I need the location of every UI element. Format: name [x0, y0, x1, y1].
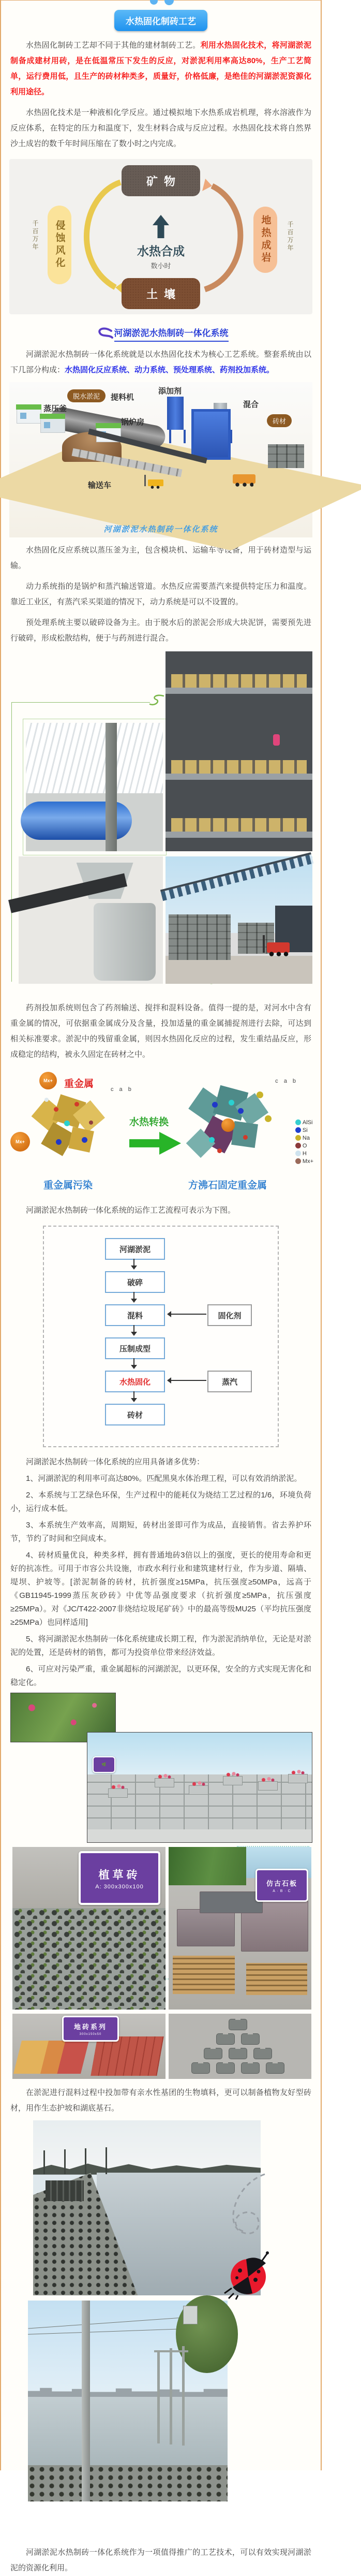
- page-title: 水热固化制砖工艺: [114, 10, 207, 31]
- eco-brick-paragraph: 在淤泥进行混料过程中投加带有亲水性基团的生物填料，更可以制备植物友好型砖材，用作生态护坡和湖底基石。: [10, 2088, 311, 2113]
- hut: [17, 409, 41, 424]
- advantage-item: 2、本系统与工艺绿色环保，生产过程中的能耗仅为烧结工艺过程的1/6，环境负荷小，运行成本低。: [10, 1491, 311, 1513]
- floor-tile-sign: 地砖系列 300x150x50: [62, 2016, 119, 2042]
- reaction-system-paragraph: 水热固化反应系统以蒸压釜为主，包含模块机、运输车等设备，用于砖材造型与运输。: [10, 546, 311, 570]
- floor-tile-photo[interactable]: [12, 2014, 166, 2079]
- closing-paragraph: 河湖淤泥水热制砖一体化系统作为一项值得推广的工艺技术，可以有效实现河湖淤泥的资源化利用。: [10, 2548, 311, 2572]
- mixer-machine-photo[interactable]: [19, 856, 163, 984]
- erosion-weathering-pill: 侵蚀风化: [48, 206, 71, 284]
- autoclave-photo[interactable]: [26, 723, 163, 851]
- factory-label-feeder: 提料机: [111, 393, 134, 402]
- factory-label-boiler-house: 锅炉房: [121, 418, 145, 427]
- brick-stack: [268, 444, 304, 468]
- tech-paragraph: 水热固化技术是一种液相化学反应。通过模拟地下水热系成岩机理，将水溶液作为反应体系，在特定的压力和温度下，发生材料合成与反应过程。水热固化技术将自然界沙土成岩的数千年时间压缩在了数小时之内完成。: [10, 108, 311, 148]
- system-intro-blue: 水热固化反应系统、动力系统、预处理系统、药剂投加系统。: [65, 366, 275, 374]
- pond-embankment-photo[interactable]: [28, 2301, 228, 2501]
- advantage-item: 3、本系统生产效率高，周期短，砖材出釜即可作为成品，直接销售。省去养护环节，节约了时间和空间成本。: [10, 1521, 311, 1543]
- factory-label-dewatered-sludge: 脱水淤泥: [67, 389, 106, 402]
- hydrothermal-synthesis-label: 水热合成: [137, 244, 185, 258]
- fixed-metal-ion: [221, 1118, 235, 1132]
- flow-box-hydrothermal: 水热固化: [105, 1371, 165, 1392]
- advantages-section: [10, 1456, 311, 1690]
- squiggle-icon: [148, 693, 167, 708]
- flow-box-crushing: 破碎: [105, 1271, 165, 1293]
- hut: [40, 418, 65, 433]
- heavy-metal-label: 重金属: [64, 1079, 94, 1089]
- eco-application-photos: [1, 2120, 321, 2540]
- ladybug-illustration: [222, 2248, 270, 2300]
- factory-label-brick: 砖材: [267, 414, 292, 427]
- axes-label-left: c a b: [111, 1086, 133, 1093]
- flow-box-curing-agent: 固化剂: [207, 1304, 252, 1326]
- grass-brick-sign: 植草砖 A: 300x300x100: [79, 1851, 160, 1905]
- green-deco-line: [11, 702, 150, 703]
- equipment-photo-collage: [9, 650, 312, 986]
- interlocking-brick-photo[interactable]: [169, 2014, 311, 2079]
- right-diagram-caption: 方沸石固定重金属: [188, 1180, 267, 1191]
- intro-paragraph: [10, 38, 311, 100]
- mixing-tower: [191, 409, 231, 460]
- flow-box-pressing: 压制成型: [105, 1337, 165, 1359]
- flow-box-brick: 砖材: [105, 1404, 165, 1425]
- power-system-paragraph: 动力系统指的是锅炉和蒸汽输送管道。水热反应需要蒸汽来提供特定压力和温度。靠近工业区，有蒸汽采买渠道的情况下，动力系统是可以不设置的。: [10, 582, 311, 606]
- up-arrow-icon: [153, 207, 169, 225]
- million-years-left: 千百万年: [32, 220, 39, 251]
- green-deco-line: [11, 702, 12, 982]
- swoosh-icon: [94, 327, 114, 341]
- article-header: [1, 1, 321, 33]
- conveyor-yard-photo[interactable]: [166, 856, 312, 984]
- rock-cycle-diagram[interactable]: [9, 159, 312, 314]
- dashed-spiral-deco: [213, 2171, 270, 2249]
- advantage-item: 1、河湖淤泥的利用率可高达80%。匹配黑臭水体治理工程，可以有效消纳淤泥。: [26, 1474, 302, 1483]
- flow-box-steam: 蒸汽: [207, 1371, 252, 1392]
- system-intro-black: 河湖淤泥水热制砖一体化系统就是以水热固化技术为核心工艺系统。整套系统由以下几部分构成：: [10, 350, 311, 374]
- advantage-item: 5、将河湖淤泥水热制砖一体化系统建成长期工程，作为淤泥消纳单位，无论是对淤泥的处置，还是砖材的销售，都可为投资单位带来经济效益。: [10, 1635, 311, 1657]
- factory-label-autoclave: 蒸压釜: [43, 404, 67, 413]
- pretreatment-paragraph: 预处理系统主要以破碎设备为主。由于脱水后的淤泥会形成大块泥饼，需要预先进行破碎，形成松散结构，便于与药剂进行混合。: [10, 618, 311, 643]
- intro-text-red: 利用水热固化技术，将河湖淤泥制备成建材用砖，是在低温常压下发生的反应，对淤泥利用率高达80%，生产工艺简单，运行费用低，且生产的砖材种类多，质量好，价格低廉，是绝佳的河湖淤泥资源化利用途径。: [10, 41, 311, 96]
- million-years-right: 千百万年: [287, 221, 294, 252]
- advantages-intro: 河湖淤泥水热制砖一体化系统的应用具备诸多优势：: [26, 1458, 205, 1466]
- soil-box: 土壤: [122, 278, 200, 309]
- advantage-item: 4、砖材质量优良，种类多样，拥有普通地砖3倍以上的强度，更长的使用寿命和更好的抗冻性。可用于市容公共设施，市政水利行业和建筑建材行业，作为步道、隔墙、堤坝、护坡等。[淤泥制备的砖材，抗折强度≥15MPa，抗压强度≥50MPa，远高于《GB11945-1999蒸压灰砂砖》中优等品强度要求（抗折强度≥5MPa，抗压强度≥25MPa）。对《JC/T422-2007非烧结垃圾尾矿砖》中的最高等级MU25（平均抗压强度≥25MPa）也同样适用]: [10, 1551, 311, 1627]
- metal-ion-ball: Mx+: [10, 1132, 30, 1152]
- water-drop-icon: [162, 0, 175, 7]
- factory-caption: 河湖淤泥水热制砖一体化系统: [103, 525, 218, 534]
- up-arrow-stem: [158, 225, 164, 238]
- factory-label-additive: 添加剂: [158, 387, 182, 396]
- hydrothermal-conversion-label: 水热转换: [129, 1117, 169, 1128]
- additive-silo: [167, 397, 184, 430]
- flow-box-sludge: 河湖淤泥: [105, 1238, 165, 1260]
- process-flowchart: [43, 1226, 279, 1447]
- advantage-item: 6、可应对污染严重，重金属超标的河湖淤泥，以更环保，安全的方式实现无害化和稳定化。: [10, 1665, 311, 1687]
- green-arrow-icon: [129, 1132, 181, 1155]
- flow-box-mixing: 混料: [105, 1304, 165, 1326]
- left-diagram-caption: 重金属污染: [43, 1180, 93, 1191]
- factory-label-mixing: 混合: [243, 400, 259, 409]
- section-title: 河湖淤泥水热制砖一体化系统: [114, 326, 229, 342]
- brick-rack-photo[interactable]: [166, 651, 312, 851]
- diagram-legend: AlSi Si Na O H Mx+: [295, 1118, 313, 1165]
- factory-illustration[interactable]: [9, 382, 312, 537]
- wheel-loader: [233, 474, 255, 484]
- geothermal-diagenesis-pill: 地热成岩: [253, 207, 277, 273]
- metal-ion-ball: Mx+: [39, 1072, 57, 1089]
- section-heading-system: [1, 326, 321, 342]
- agent-system-paragraph: 药剂投加系统则包含了药剂输送、搅拌和混料设备。值得一提的是，对河水中含有重金属的情况，可依据重金属成分及含量，投加适量的重金属捕捉剂进行去除，可达到相关标准要求。淤泥中的残留重金属，则因水热固化反应的过程，发生重结晶反应，形成稳定的结构，被永久固定在砖材之中。: [10, 1003, 311, 1059]
- system-intro-paragraph: [10, 347, 311, 378]
- water-drop-icon: [148, 0, 159, 6]
- heavy-metal-fixation-diagram[interactable]: [6, 1071, 315, 1198]
- planter-wall-photo[interactable]: 🌿: [87, 1732, 312, 1843]
- axes-label-right: c a b: [275, 1078, 298, 1084]
- brick-product-collage: [9, 1693, 312, 2080]
- flow-intro-paragraph: 河湖淤泥水热制砖一体化系统的运作工艺流程可表示为下图。: [26, 1206, 236, 1215]
- intro-text-black: 水热固化制砖工艺却不同于其他的建材制砖工艺。: [26, 41, 201, 50]
- hours-label: 数小时: [151, 262, 171, 270]
- forklift: [148, 479, 163, 486]
- antique-slab-sign: 仿古石板 A · B · C: [255, 1869, 308, 1902]
- stone-slab-photo[interactable]: [169, 1847, 311, 2010]
- grass-paver-photo[interactable]: [12, 1847, 166, 2010]
- factory-label-transfer-car: 输送车: [88, 481, 112, 490]
- minerals-box: 矿物: [122, 165, 200, 196]
